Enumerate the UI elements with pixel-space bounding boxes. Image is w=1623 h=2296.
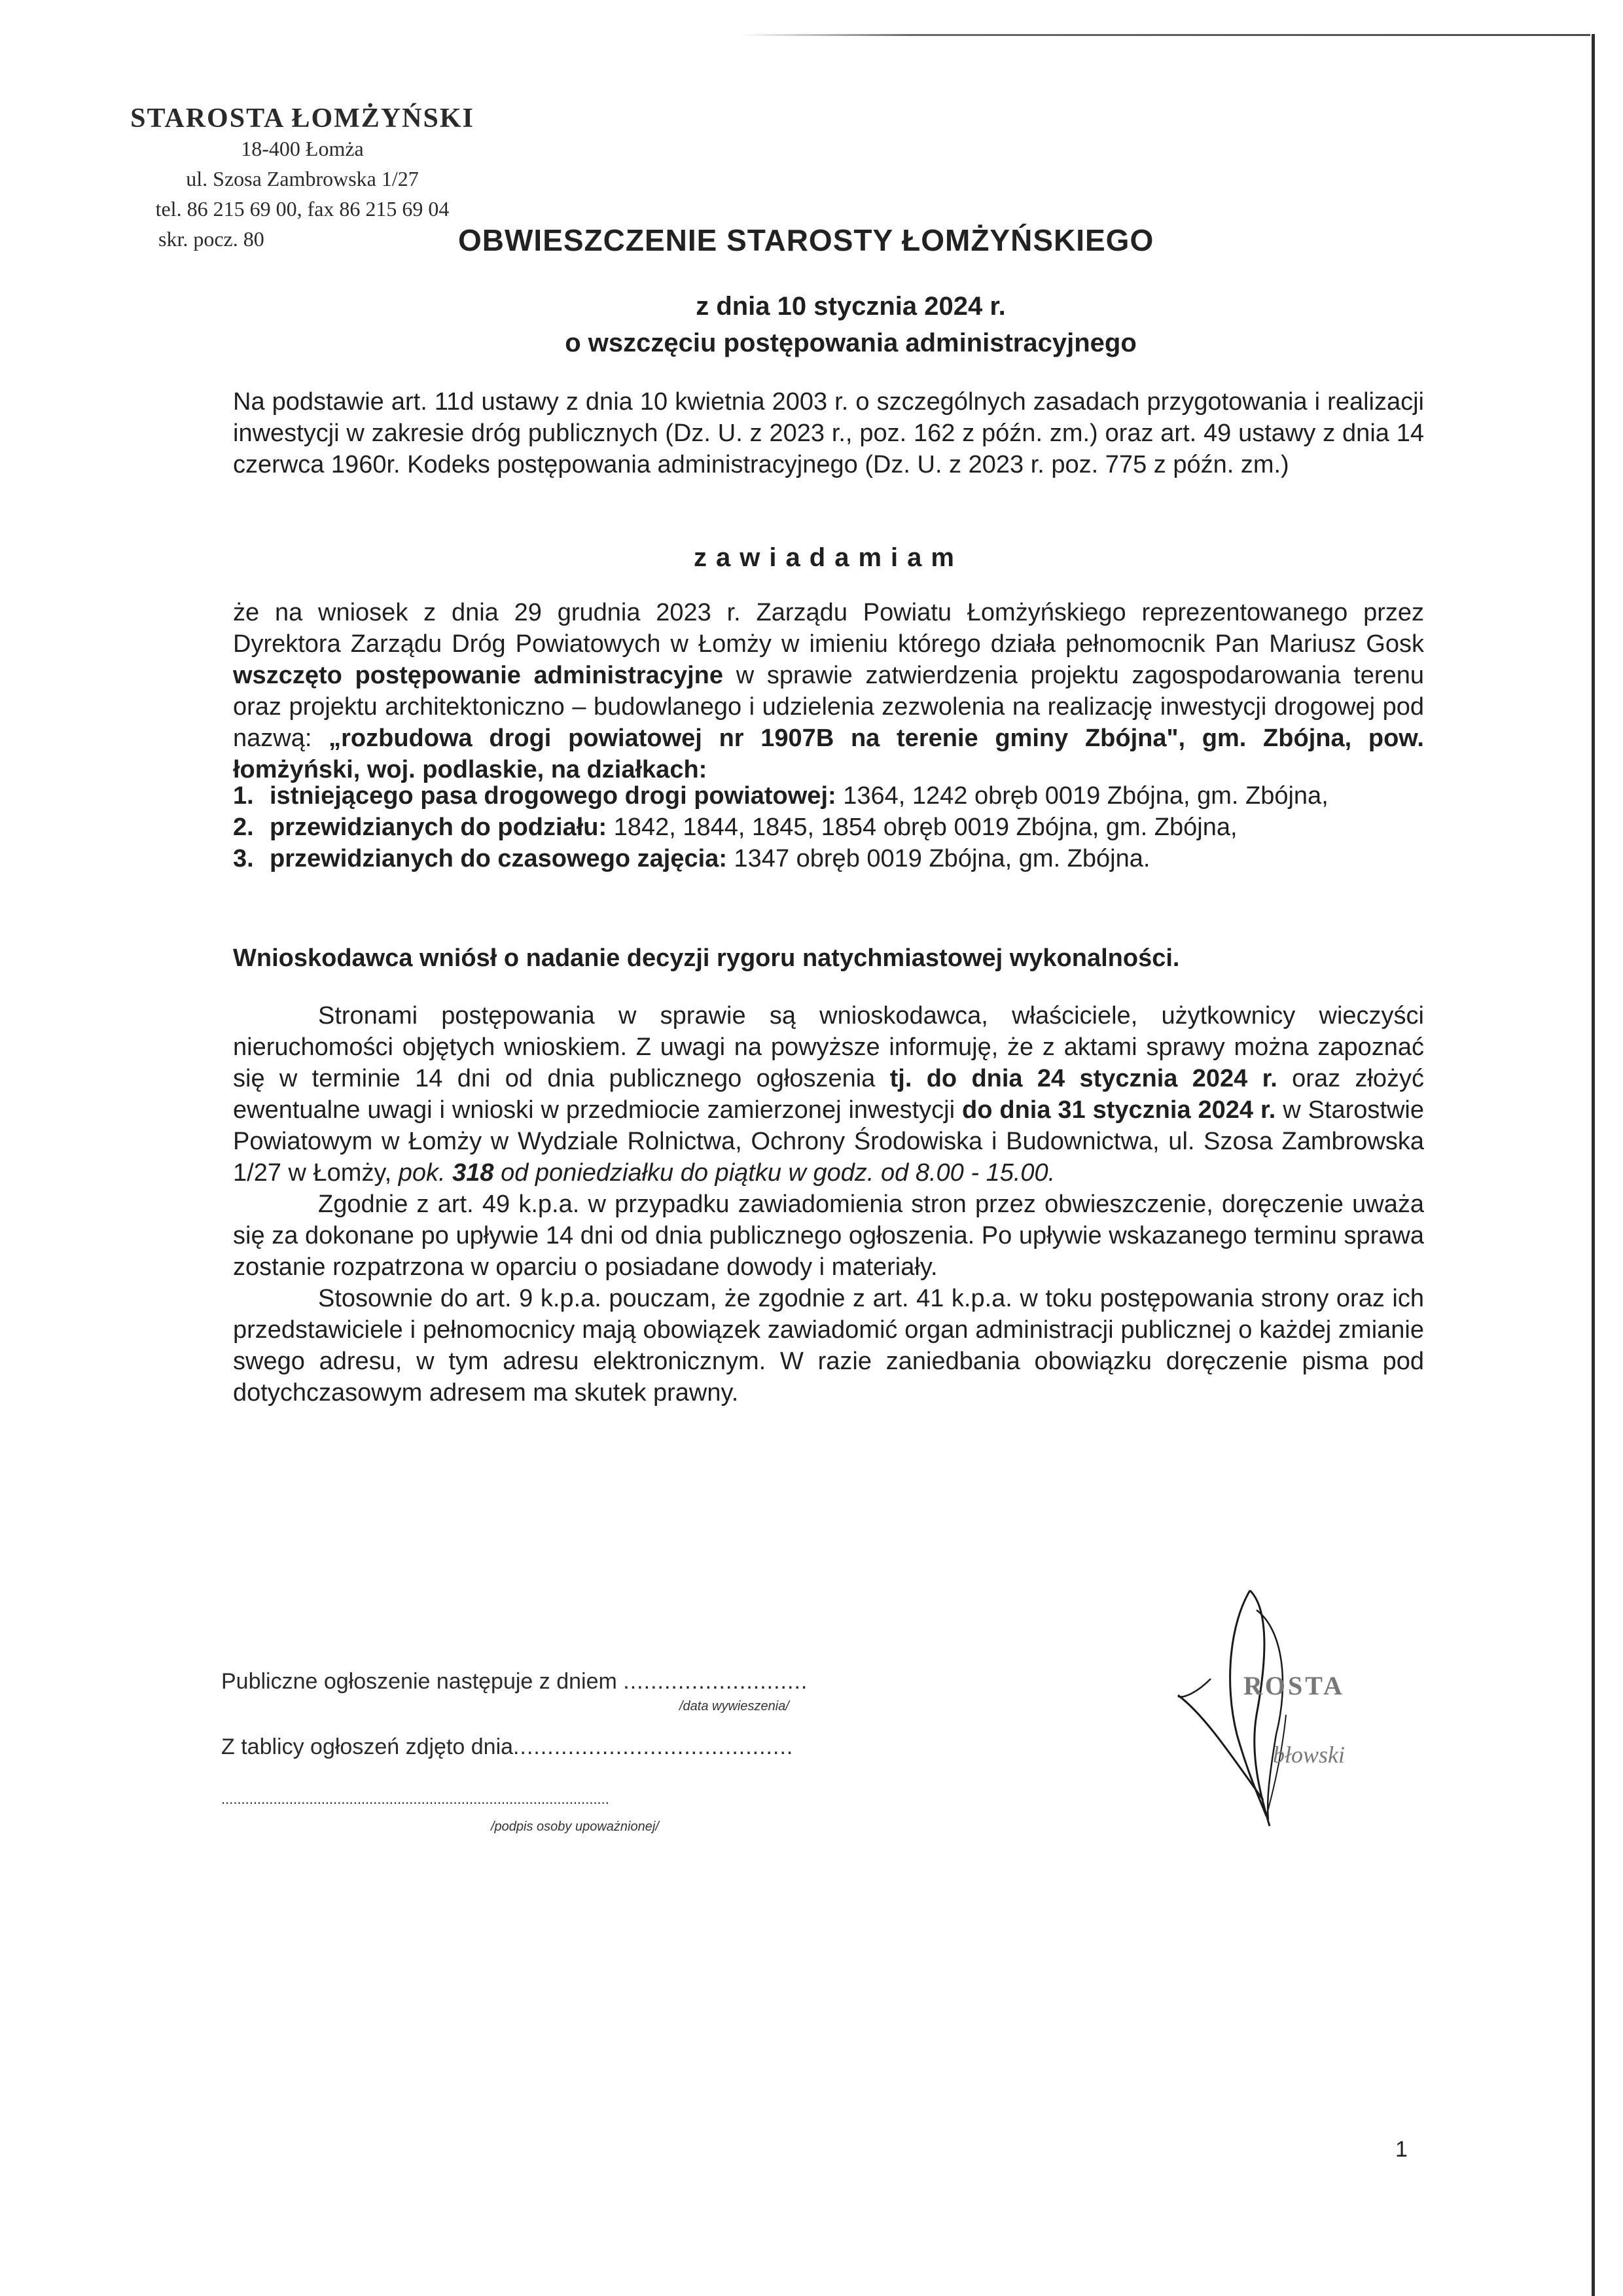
scan-edge-top (740, 34, 1590, 36)
published-dots: ........................... (623, 1669, 808, 1694)
parties-text-3: w Starostwie Powiatowym w Łomży w Wydziale Rolnictwa, Ochrony Środowiska i Budownictwa, ul. Szosa Zambrowska 1/27 w Łomży, (233, 1096, 1424, 1187)
parties-paragraph (233, 1000, 1424, 1189)
parties-text-1: Stronami postępowania w sprawie są wnioskodawca, właściciele, użytkownicy wieczyści nieruchomości objętych wnioskiem. Z uwagi na powyższe informuję, że z aktami sprawy można zapoznać się w terminie 14 dni od dnia publicznego ogłoszenia (233, 1002, 1424, 1092)
list-item-number: 2. (233, 814, 254, 841)
date-line: z dnia 10 stycznia 2024 r. (696, 292, 1006, 321)
main-bold-1: wszczęto postępowanie administracyjne (233, 662, 723, 689)
stamp-phone: tel. 86 215 69 00, fax 86 215 69 04 (155, 197, 450, 221)
list-item-label: przewidzianych do podziału: (270, 814, 607, 841)
list-item (233, 780, 1424, 812)
request-statement: Wnioskodawca wniósł o nadanie decyzji rygoru natychmiastowej wykonalności. (233, 944, 1180, 972)
list-item (233, 812, 1424, 843)
list-item (233, 843, 1424, 874)
room-number: 318 (452, 1159, 494, 1187)
parties-section (233, 1000, 1424, 1408)
document-subtitle (458, 288, 1243, 361)
published-label: Publiczne ogłoszenie następuje z dniem (221, 1669, 624, 1694)
list-item-number: 1. (233, 782, 254, 810)
room-label: pok. (398, 1159, 453, 1187)
removed-row (221, 1734, 793, 1760)
deadline-review: tj. do dnia 24 stycznia 2024 r. (889, 1065, 1277, 1092)
list-item-label: istniejącego pasa drogowego drogi powiatowej: (270, 782, 836, 810)
plots-list (233, 780, 1424, 874)
published-row (221, 1669, 808, 1695)
stamp-postal: 18-400 Łomża (241, 137, 364, 160)
delivery-paragraph: Zgodnie z art. 49 k.p.a. w przypadku zawiadomienia stron przez obwieszczenie, doręczenie uważa się za dokonane po upływie 14 dni od dnia publicznego ogłoszenia. Po upływie wskazanego terminu sprawa zostanie rozpatrzona w oparciu o posiadane dowody i materiały. (233, 1191, 1424, 1281)
legal-basis-paragraph: Na podstawie art. 11d ustawy z dnia 10 kwietnia 2003 r. o szczególnych zasadach przygotowania i realizacji inwestycji w zakresie dróg publicznych (Dz. U. z 2023 r., poz. 162 z późn. zm.) oraz art. 49 ustawy z dnia 14 czerwca 1960r. Kodeks postępowania administracyjnego (Dz. U. z 2023 r. poz. 775 z późn. zm.) (233, 388, 1424, 478)
office-hours: od poniedziałku do piątku w godz. od 8.00 - 15.00. (493, 1159, 1056, 1187)
list-item-text: 1347 obręb 0019 Zbójna, gm. Zbójna. (726, 845, 1150, 872)
office-stamp (119, 103, 486, 254)
signature-stamp-title: ROSTA (1243, 1671, 1345, 1700)
published-note: /data wywieszenia/ (679, 1699, 789, 1713)
deadline-comments: do dnia 31 stycznia 2024 r. (962, 1096, 1276, 1124)
removed-label: Z tablicy ogłoszeń zdjęto dnia (221, 1734, 514, 1759)
list-item-number: 3. (233, 845, 254, 872)
page-number: 1 (1395, 2137, 1408, 2162)
stamp-box: skr. pocz. 80 (158, 227, 264, 251)
signature-note: /podpis osoby upoważnionej/ (491, 1820, 659, 1834)
parties-text-2: oraz złożyć ewentualne uwagi i wnioski w przedmiocie zamierzonej inwestycji (233, 1065, 1424, 1124)
subject-line: o wszczęciu postępowania administracyjnego (565, 329, 1137, 357)
list-item-text: 1842, 1844, 1845, 1854 obręb 0019 Zbójna, gm. Zbójna, (607, 814, 1238, 841)
main-text-2: w sprawie zatwierdzenia projektu zagospodarowania terenu oraz projektu architektoniczno – budowlanego i udzielenia zezwolenia na realizację inwestycji drogowej pod nazwą: (233, 662, 1424, 752)
scan-edge-right (1592, 34, 1595, 2296)
main-paragraph (233, 597, 1424, 785)
stamp-office-name: STAROSTA ŁOMŻYŃSKI (130, 103, 474, 134)
main-bold-2: „rozbudowa drogi powiatowej nr 1907B na terenie gminy Zbójna", gm. Zbójna, pow. łomżyński, woj. podlaskie, na działkach: (233, 725, 1424, 783)
list-item-label: przewidzianych do czasowego zajęcia: (270, 845, 727, 872)
stamp-street: ul. Szosa Zambrowska 1/27 (186, 167, 419, 190)
signature-dots: ................................................................................................. (221, 1791, 609, 1807)
obligation-paragraph: Stosownie do art. 9 k.p.a. pouczam, że zgodnie z art. 41 k.p.a. w toku postępowania strony oraz ich przedstawiciele i pełnomocnicy mają obowiązek zawiadomić organ administracji publicznej o każdej zmianie swego adresu, w tym adresu elektronicznym. W razie zaniedbania obowiązku doręczenie pisma pod dotychczasowym adresem ma skutek prawny. (233, 1285, 1424, 1407)
announce-heading: zawiadamiam (694, 543, 963, 572)
signature-stamp-name: błowski (1273, 1742, 1346, 1768)
document-title: OBWIESZCZENIE STAROSTY ŁOMŻYŃSKIEGO (458, 223, 1154, 257)
list-item-text: 1364, 1242 obręb 0019 Zbójna, gm. Zbójna, (836, 782, 1329, 810)
main-text-1: że na wniosek z dnia 29 grudnia 2023 r. Zarządu Powiatu Łomżyńskiego reprezentowanego przez Dyrektora Zarządu Dróg Powiatowych w Łomży w imieniu którego działa pełnomocnik Pan Mariusz Gosk (233, 599, 1424, 658)
removed-dots: ......................................... (513, 1734, 794, 1759)
handwritten-signature (1152, 1584, 1427, 1833)
